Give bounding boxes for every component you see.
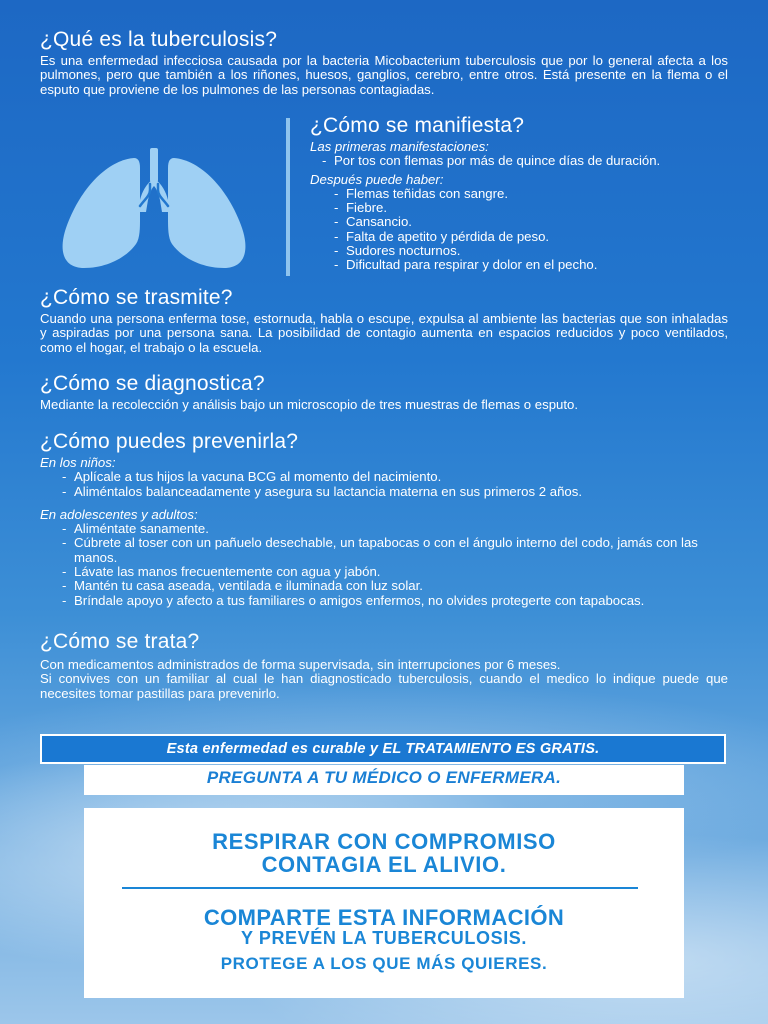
list-item: - Bríndale apoyo y afecto a tus familiares o amigos enfermos, no olvides protegerte con tapabocas.: [62, 594, 728, 608]
slogan-box: [84, 808, 684, 998]
slogan-line: PROTEGE A LOS QUE MÁS QUIERES.: [220, 954, 548, 973]
list-item: - Dificultad para respirar y dolor en el pecho.: [334, 258, 730, 272]
list-item: - Aplícale a tus hijos la vacuna BCG al momento del nacimiento.: [62, 470, 728, 484]
section-text: Cuando una persona enferma tose, estornuda, habla o escupe, expulsa al ambiente las bacterias que son inhaladas y aspiradas por una persona sana. La posibilidad de contagio aumenta en espacios reducidos y poco ventilados, como el hogar, el trabajo o la escuela.: [40, 311, 728, 355]
section-prevention: [40, 430, 728, 608]
first-manifestations-list: [310, 154, 730, 168]
section-title: ¿Cómo se trata?: [40, 630, 200, 653]
later-symptoms-label: Después puede haber:: [310, 171, 444, 187]
ask-doctor-banner: PREGUNTA A TU MÉDICO O ENFERMERA.: [84, 765, 684, 795]
curable-banner: Esta enfermedad es curable y EL TRATAMIENTO ES GRATIS.: [40, 734, 726, 764]
list-item: - Aliméntalos balanceadamente y asegura su lactancia materna en sus primeros 2 años.: [62, 485, 728, 499]
list-item: - Por tos con flemas por más de quince días de duración.: [322, 154, 730, 168]
slogan-line: Y PREVÉN LA TUBERCULOSIS.: [240, 928, 528, 948]
adults-list: [40, 522, 728, 608]
list-item: - Aliméntate sanamente.: [62, 522, 728, 536]
section-diagnosis: [40, 372, 728, 412]
section-title: ¿Cómo puedes prevenirla?: [40, 430, 299, 453]
section-text: Mediante la recolección y análisis bajo un microscopio de tres muestras de flemas o esputo.: [40, 397, 579, 412]
list-item: - Mantén tu casa aseada, ventilada e iluminada con luz solar.: [62, 579, 728, 593]
section-title: ¿Qué es la tuberculosis?: [40, 28, 278, 51]
section-text: Con medicamentos administrados de forma supervisada, sin interrupciones por 6 meses.: [40, 657, 561, 672]
list-item: - Flemas teñidas con sangre.: [334, 187, 730, 201]
slogan-divider: [122, 887, 638, 889]
section-text: Si convives con un familiar al cual le han diagnosticado tuberculosis, cuando el medico lo indique puede que necesites tomar pastillas para prevenirlo.: [40, 671, 728, 701]
section-title: ¿Cómo se trasmite?: [40, 286, 233, 309]
list-item: - Lávate las manos frecuentemente con agua y jabón.: [62, 565, 728, 579]
list-item: - Fiebre.: [334, 201, 730, 215]
section-treatment: [40, 630, 728, 701]
slogan-line: RESPIRAR CON COMPROMISO: [212, 829, 556, 854]
slogan-line: CONTAGIA EL ALIVIO.: [261, 852, 507, 877]
list-item: - Falta de apetito y pérdida de peso.: [334, 230, 730, 244]
divider-line: [286, 118, 290, 276]
list-item: - Cúbrete al toser con un pañuelo desechable, un tapabocas o con el ángulo interno del codo, jamás con las manos.: [62, 536, 728, 565]
lungs-icon: [56, 148, 252, 272]
section-title: ¿Cómo se manifiesta?: [310, 114, 525, 137]
slogan-line: COMPARTE ESTA INFORMACIÓN: [203, 905, 565, 930]
list-item: - Cansancio.: [334, 215, 730, 229]
section-transmission: [40, 286, 728, 355]
list-item: - Sudores nocturnos.: [334, 244, 730, 258]
section-manifestations: [310, 114, 730, 273]
section-text: Es una enfermedad infecciosa causada por la bacteria Micobacterium tuberculosis que por lo general afecta a los pulmones, pero que también a los riñones, huesos, ganglios, cerebro, entre otros. Está presente en la flema o el esputo que proviene de los pulmones de las personas contagiadas.: [40, 53, 728, 97]
kids-label: En los niños:: [40, 455, 116, 470]
kids-list: [40, 470, 728, 499]
adults-label: En adolescentes y adultos:: [40, 506, 198, 522]
section-title: ¿Cómo se diagnostica?: [40, 372, 265, 395]
section-what-is-tb: [40, 28, 728, 97]
first-manifestations-label: Las primeras manifestaciones:: [310, 139, 489, 154]
later-symptoms-list: [310, 187, 730, 273]
